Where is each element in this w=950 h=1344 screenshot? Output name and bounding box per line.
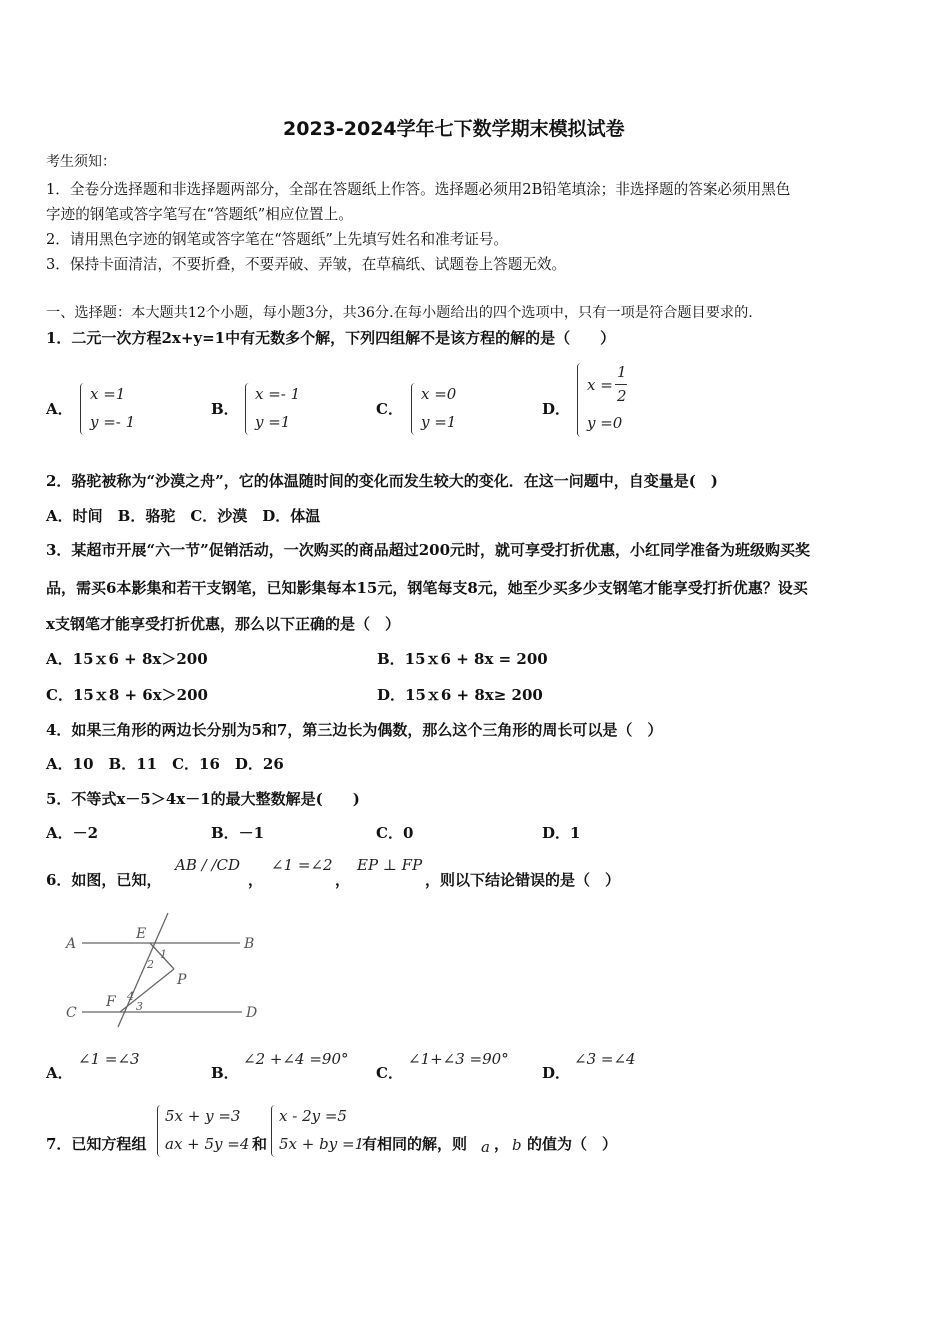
q6-option-d-label: D． bbox=[542, 1064, 571, 1082]
q3-option-c: C．15ｘ8 + 6x＞200 bbox=[46, 686, 208, 704]
q3-option-a: A．15ｘ6 + 8x＞200 bbox=[46, 650, 208, 668]
q7-s2-row1: x - 2y =5 bbox=[279, 1107, 347, 1125]
section-heading: 一、选择题：本大题共12个小题，每小题3分，共36分.在每小题给出的四个选项中，只有一项是符合题目要求的. bbox=[46, 305, 753, 321]
angle-4: 4 bbox=[127, 990, 134, 1003]
q6-option-d-expr: ∠3 =∠4 bbox=[574, 1050, 636, 1068]
q6-condition-angles: ∠1 =∠2 bbox=[271, 856, 333, 874]
q5-option-a: A．－2 bbox=[46, 824, 99, 842]
q1-c-row1: x =0 bbox=[421, 385, 457, 403]
q6-condition-perpendicular: EP ⊥ FP bbox=[357, 856, 423, 874]
label-a: A bbox=[66, 936, 77, 952]
notice-line-1: 1．全卷分选择题和非选择题两部分，全部在答题纸上作答。选择题必须用2B铅笔填涂；非选择题的答案必须用黑色 bbox=[46, 181, 791, 198]
q1-b-row2: y =1 bbox=[255, 413, 291, 431]
notice-line-2: 2．请用黑色字迹的钢笔或答字笔在“答题纸”上先填写姓名和准考证号。 bbox=[46, 231, 509, 248]
q5-option-d: D．1 bbox=[542, 824, 581, 842]
q1-c-row2: y =1 bbox=[421, 413, 457, 431]
q1-b-row1: x =- 1 bbox=[255, 385, 301, 403]
q1-a-row2: y =- 1 bbox=[90, 413, 136, 431]
q5-option-b: B．－1 bbox=[211, 824, 265, 842]
q2-options: A．时间 B．骆驼 C．沙漠 D．体温 bbox=[46, 507, 321, 525]
q3-option-b: B．15ｘ6 + 8x = 200 bbox=[377, 650, 548, 668]
notice-line-3: 3．保持卡面清洁，不要折叠，不要弄破、弄皱，在草稿纸、试题卷上答题无效。 bbox=[46, 256, 567, 273]
label-c: C bbox=[66, 1005, 77, 1021]
q1-option-d-label: D． bbox=[542, 400, 571, 418]
q1-d-row1: x = bbox=[587, 376, 613, 394]
q1-d-numerator: 1 bbox=[617, 363, 627, 381]
q4-stem: 4．如果三角形的两边长分别为5和7，第三边长为偶数，那么这个三角形的周长可以是（ ） bbox=[46, 721, 663, 739]
q7-s1-row2: ax + 5y =4 bbox=[165, 1135, 250, 1153]
q6-figure bbox=[60, 905, 270, 1035]
q7-var-b: b bbox=[512, 1136, 522, 1154]
q6-option-b-expr: ∠2 +∠4 =90° bbox=[243, 1050, 349, 1068]
q5-stem: 5．不等式x－5＞4x－1的最大整数解是( ) bbox=[46, 790, 360, 808]
q7-var-a: a bbox=[481, 1138, 490, 1156]
q7-stem-post: 的值为（ ） bbox=[527, 1135, 618, 1153]
label-f: F bbox=[106, 994, 116, 1010]
q6-option-c-label: C． bbox=[376, 1064, 403, 1082]
q7-s2-row2: 5x + by =1 bbox=[279, 1135, 365, 1153]
q3-stem-line1: 3．某超市开展“六一节”促销活动，一次购买的商品超过200元时，就可享受打折优惠，小红同学准备为班级购买奖 bbox=[46, 541, 811, 559]
q4-options: A．10 B．11 C．16 D．26 bbox=[46, 755, 284, 773]
q1-option-a-system bbox=[80, 383, 160, 438]
q6-comma-1: ， bbox=[248, 871, 264, 889]
q6-option-b-label: B． bbox=[211, 1064, 239, 1082]
q1-stem: 1．二元一次方程2x+y=1中有无数多个解，下列四组解不是该方程的解的是（ ） bbox=[46, 329, 616, 347]
label-d: D bbox=[246, 1005, 258, 1021]
q3-option-d: D．15ｘ6 + 8x≥ 200 bbox=[377, 686, 543, 704]
q7-and: 和 bbox=[252, 1135, 268, 1153]
q6-option-a-label: A． bbox=[46, 1064, 73, 1082]
q1-d-row2: y =0 bbox=[587, 414, 623, 432]
label-e: E bbox=[136, 926, 147, 942]
label-b: B bbox=[244, 936, 255, 952]
notice-line-1b: 字迹的钢笔或答字笔写在“答题纸”相应位置上。 bbox=[46, 206, 353, 223]
q6-option-a-expr: ∠1 =∠3 bbox=[78, 1050, 140, 1068]
angle-3: 3 bbox=[136, 1000, 143, 1013]
q1-d-fraction-bar bbox=[615, 384, 627, 385]
q6-comma-2: ， bbox=[335, 871, 351, 889]
angle-2: 2 bbox=[147, 958, 154, 971]
q1-option-a-label: A． bbox=[46, 400, 73, 418]
q1-d-denominator: 2 bbox=[617, 387, 627, 405]
q6-condition-parallel: AB / /CD bbox=[175, 856, 241, 874]
angle-1: 1 bbox=[160, 948, 167, 961]
q1-a-row1: x =1 bbox=[90, 385, 126, 403]
q6-stem-post: ，则以下结论错误的是（ ） bbox=[425, 871, 621, 889]
q7-s1-row1: 5x + y =3 bbox=[165, 1107, 241, 1125]
q1-option-c-system bbox=[411, 383, 491, 438]
q1-option-b-system bbox=[245, 383, 325, 438]
q1-option-c-label: C． bbox=[376, 400, 403, 418]
q3-stem-line3: x支钢笔才能享受打折优惠，那么以下正确的是（ ） bbox=[46, 615, 400, 633]
q7-stem-pre: 7．已知方程组 bbox=[46, 1135, 147, 1153]
q7-comma: ， bbox=[494, 1135, 510, 1153]
q6-option-c-expr: ∠1+∠3 =90° bbox=[408, 1050, 509, 1068]
q6-stem-pre: 6．如图，已知， bbox=[46, 871, 162, 889]
q7-system-1 bbox=[157, 1105, 249, 1159]
q5-option-c: C．0 bbox=[376, 824, 414, 842]
q3-stem-line2: 品，需买6本影集和若干支钢笔，已知影集每本15元，钢笔每支8元，她至少买多少支钢笔才能享受打折优惠？设买 bbox=[46, 579, 808, 597]
page-title: 2023-2024学年七下数学期末模拟试卷 bbox=[283, 118, 625, 140]
q2-stem: 2．骆驼被称为“沙漠之舟”，它的体温随时间的变化而发生较大的变化．在这一问题中，自变量是( ) bbox=[46, 472, 718, 490]
notice-heading: 考生须知： bbox=[46, 154, 116, 170]
q7-stem-mid: 有相同的解，则 bbox=[362, 1135, 468, 1153]
q1-option-d-system bbox=[577, 363, 657, 439]
q1-option-b-label: B． bbox=[211, 400, 239, 418]
label-p: P bbox=[177, 972, 187, 988]
q7-system-2 bbox=[271, 1105, 363, 1159]
